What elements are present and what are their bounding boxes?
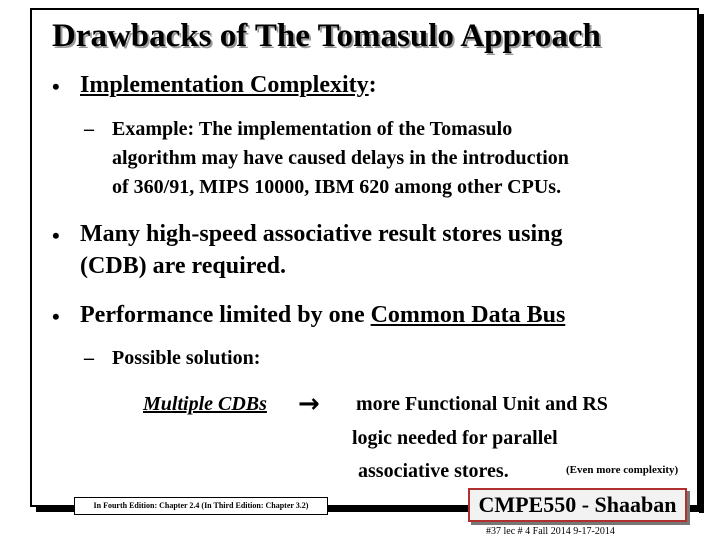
sub-line-3: of 360/91, MIPS 10000, IBM 620 among other CPUs. xyxy=(112,176,562,198)
bullet-2-line-1: Many high-speed associative result stores using xyxy=(80,221,563,247)
bullet-3 xyxy=(80,302,565,329)
possible-solution-label: Possible solution: xyxy=(112,347,261,369)
bullet-icon: • xyxy=(52,223,60,248)
multiple-cdbs-label: Multiple CDBs xyxy=(143,393,267,415)
solution-line-3: associative stores. xyxy=(358,460,509,482)
dash-icon: – xyxy=(84,118,94,140)
bullet-1-colon: : xyxy=(368,72,377,98)
bullet-icon: • xyxy=(52,74,60,99)
chapter-reference: In Fourth Edition: Chapter 2.4 (In Third Edition: Chapter 3.2) xyxy=(74,497,328,515)
bullet-1-label: Implementation Complexity xyxy=(80,72,369,98)
sub-line-2: algorithm may have caused delays in the introduction xyxy=(112,147,569,169)
course-badge: CMPE550 - Shaaban xyxy=(468,488,687,522)
solution-line-1: more Functional Unit and RS xyxy=(356,393,608,415)
bullet-implementation-complexity xyxy=(80,72,377,99)
frame-shadow-right xyxy=(699,14,704,513)
dash-icon: – xyxy=(84,347,94,369)
solution-line-2: logic needed for parallel xyxy=(352,427,558,449)
bullet-icon: • xyxy=(52,304,60,329)
bullet-3-prefix: Performance limited by one xyxy=(80,302,371,328)
complexity-note: (Even more complexity) xyxy=(566,464,679,476)
bullet-2-line-2: (CDB) are required. xyxy=(80,253,286,279)
slide-meta: #37 lec # 4 Fall 2014 9-17-2014 xyxy=(486,526,615,537)
common-data-bus-label: Common Data Bus xyxy=(370,302,566,328)
right-arrow-icon: → xyxy=(298,389,320,419)
sub-line-1: Example: The implementation of the Tomasulo xyxy=(112,118,513,140)
slide-title: Drawbacks of The Tomasulo Approach xyxy=(52,18,601,54)
